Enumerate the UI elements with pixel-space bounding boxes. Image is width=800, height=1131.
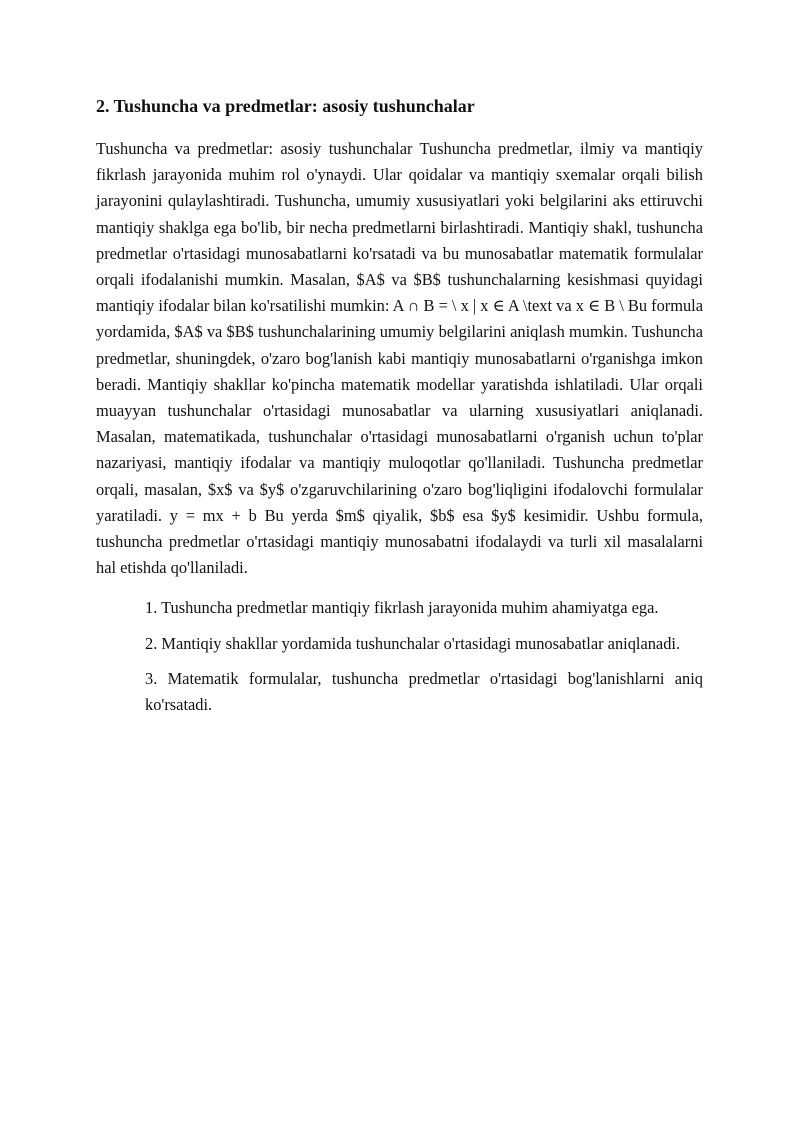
- section-heading: 2. Tushuncha va predmetlar: asosiy tushunchalar: [96, 96, 475, 116]
- document-page: [96, 94, 703, 727]
- list-item: 2. Mantiqiy shakllar yordamida tushunchalar o'rtasidagi munosabatlar aniqlanadi.: [145, 633, 681, 653]
- numbered-list: [96, 595, 703, 718]
- list-item: 1. Tushuncha predmetlar mantiqiy fikrlash jarayonida muhim ahamiyatga ega.: [145, 598, 659, 618]
- body-paragraph: Tushuncha va predmetlar: asosiy tushunchalar Tushuncha predmetlar, ilmiy va mantiqiy fikrlash jarayonida muhim rol o'ynaydi. Ular qoidalar va mantiqiy sxemalar orqali bilish jarayonini qulaylashtiradi. Tushuncha, umumiy xususiyatlari yoki belgilarini aks ettiruvchi mantiqiy shaklga ega bo'lib, bir necha predmetlarni birlashtiradi. Mantiqiy shakl, tushuncha predmetlar o'rtasidagi munosabatlarni ko'rsatadi va bu munosabatlar matematik formulalar orqali ifodalanishi mumkin. Masalan, $A$ va $B$ tushunchalarning kesishmasi quyidagi mantiqiy ifodalar bilan ko'rsatilishi mumkin: A ∩ B = \ x | x ∈ A \text va x ∈ B \ Bu formula yordamida, $A$ va $B$ tushunchalarining umumiy belgilarini aniqlash mumkin. Tushuncha predmetlar, shuningdek, o'zaro bog'lanish kabi mantiqiy munosabatlarni o'rganishga imkon beradi. Mantiqiy shakllar ko'pincha matematik modellar yaratishda ishlatiladi. Ular orqali muayyan tushunchalar o'rtasidagi munosabatlar va ularning xususiyatlari aniqlanadi. Masalan, matematikada, tushunchalar o'rtasidagi munosabatlarni o'rganish uchun to'plar nazariyasi, mantiqiy ifodalar va mantiqiy muloqotlar qo'llaniladi. Tushuncha predmetlar orqali, masalan, $x$ va $y$ o'zgaruvchilarining o'zaro bog'liqligini ifodalovchi formulalar yaratiladi. y = mx + b Bu yerda $m$ qiyalik, $b$ esa $y$ kesimidir. Ushbu formula, tushuncha predmetlar o'rtasidagi mantiqiy munosabatni ifodalaydi va turli xil masalalarni hal etishda qo'llaniladi.: [96, 139, 704, 578]
- list-item: 3. Matematik formulalar, tushuncha predmetlar o'rtasidagi bog'lanishlarni aniq ko'rsatadi.: [145, 668, 703, 715]
